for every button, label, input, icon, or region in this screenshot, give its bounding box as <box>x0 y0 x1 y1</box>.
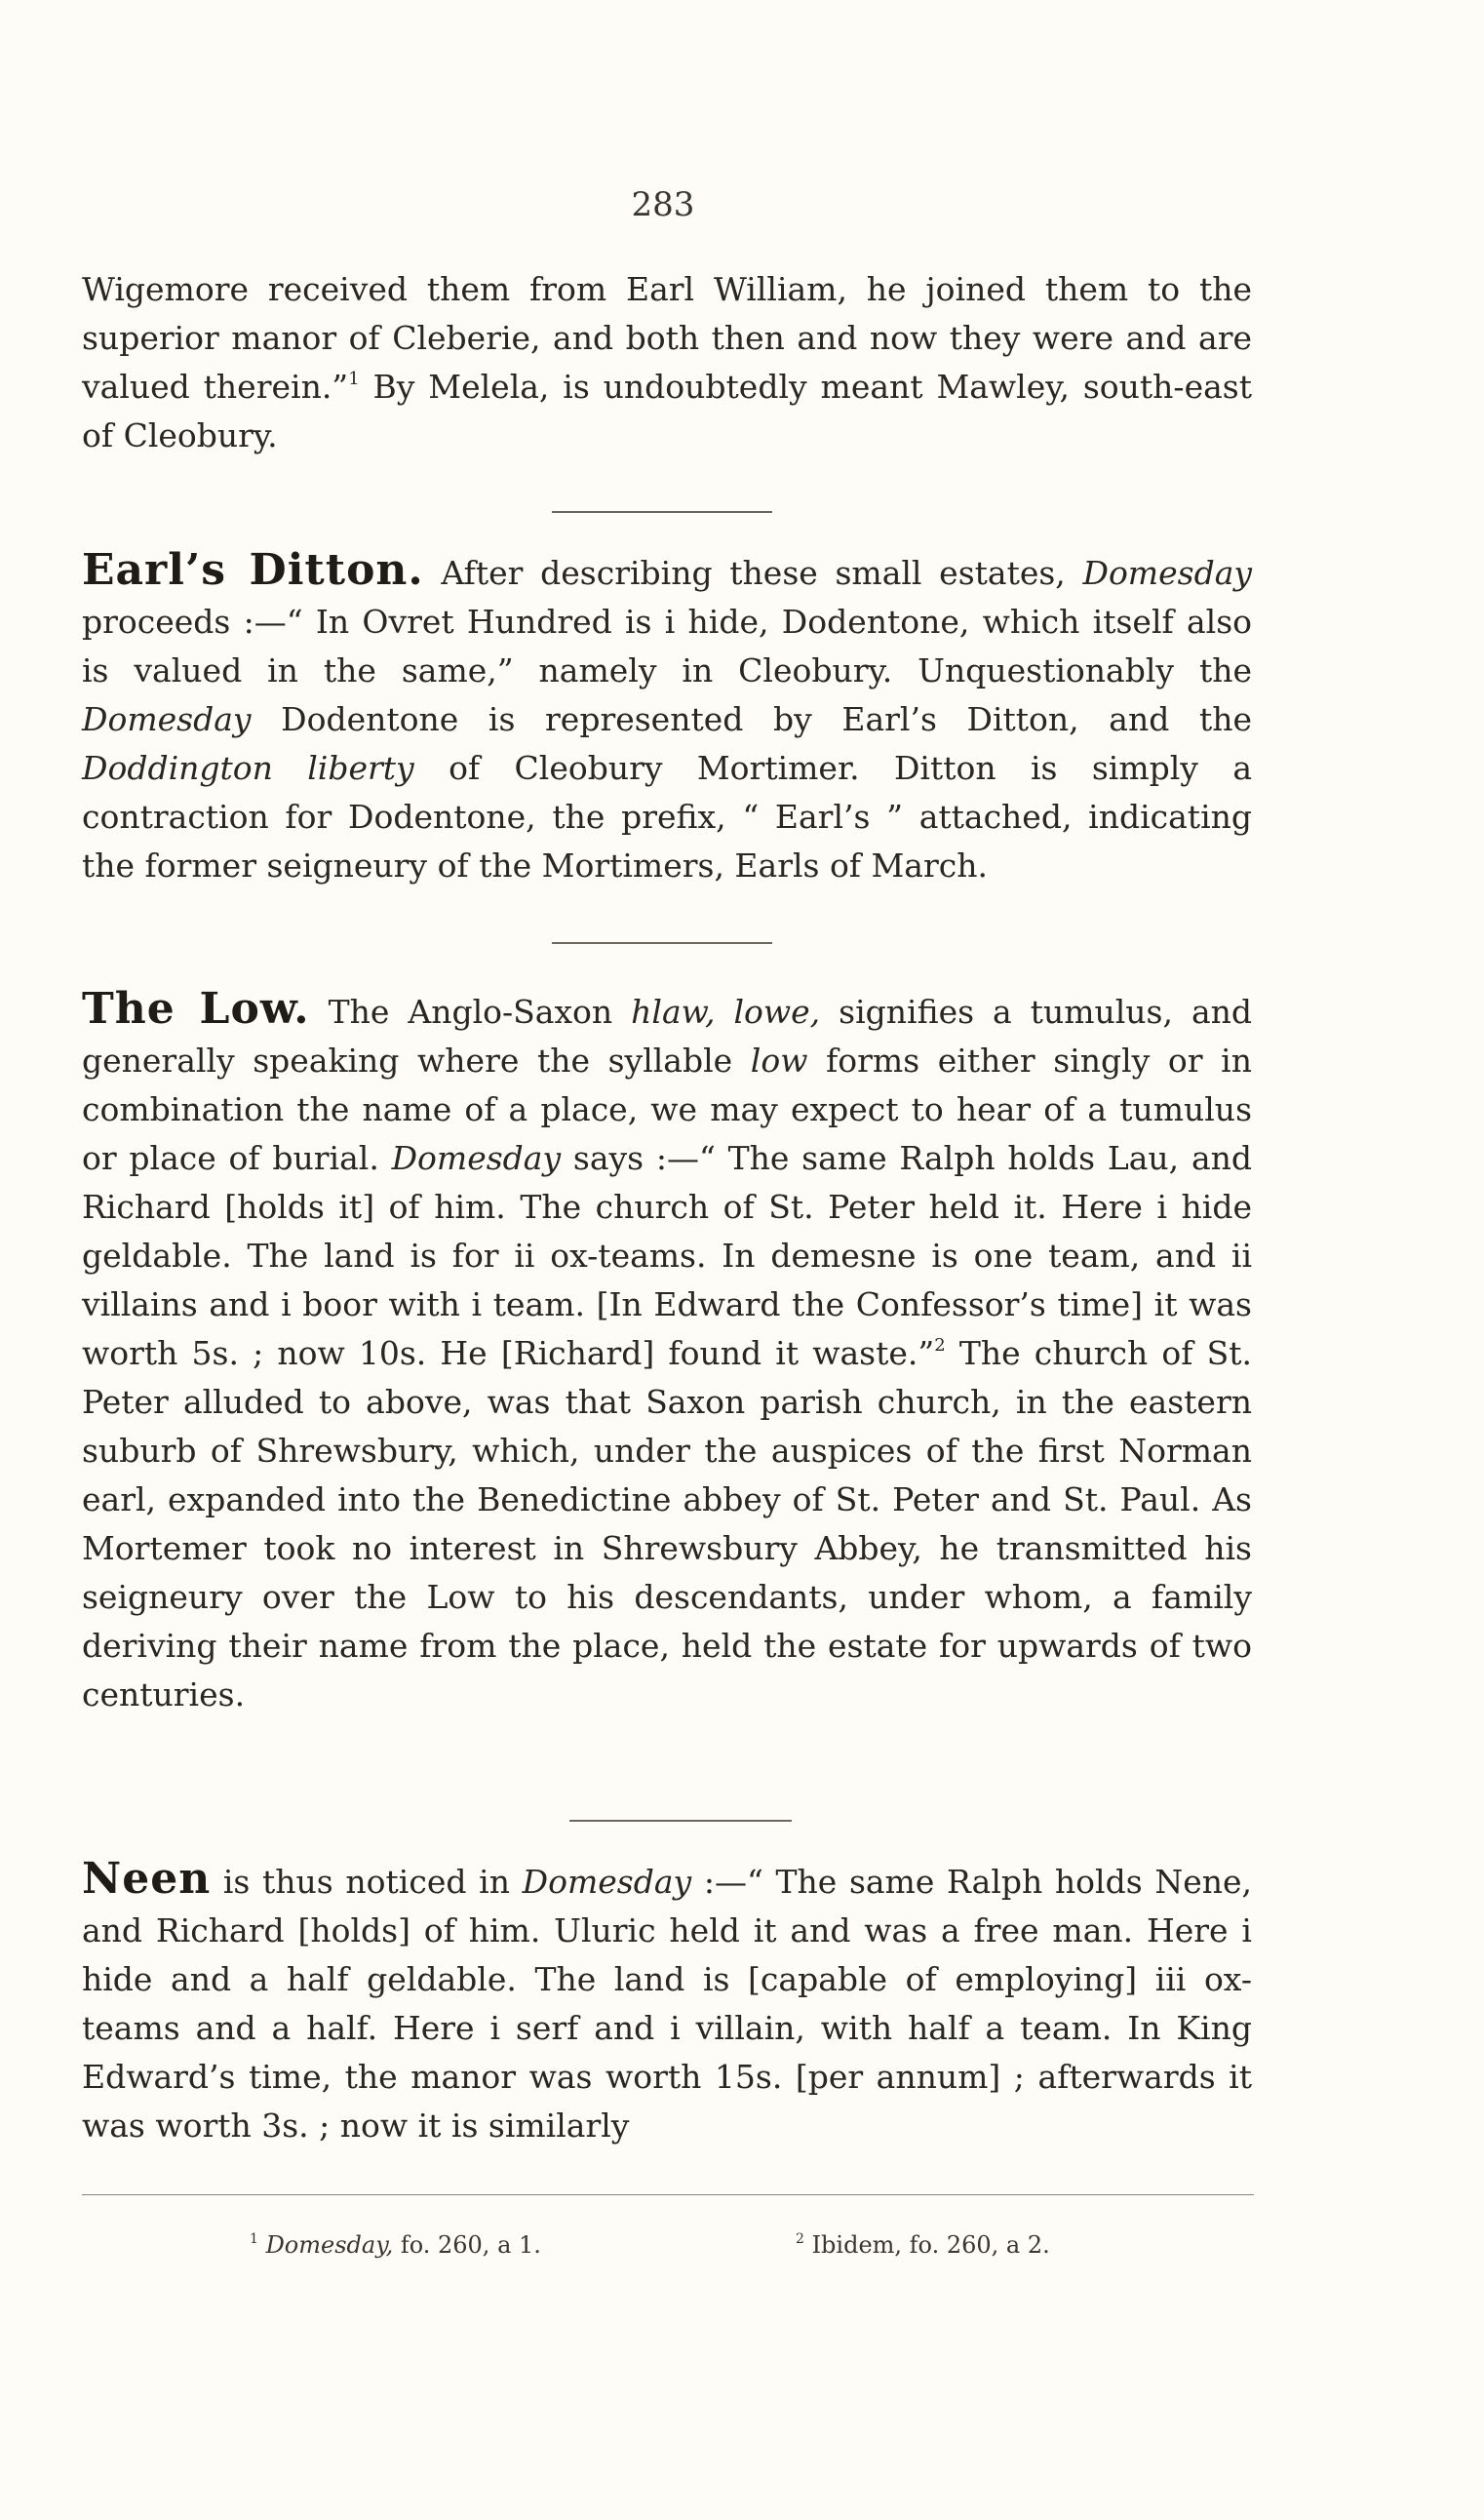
paragraph-text: forms either singly or in combination the name of a place, we may expect to hear of a tumulus or place of burial. <box>82 1042 1252 1177</box>
paragraph-text: is thus noticed in <box>211 1863 523 1901</box>
footnote-source: Ibidem, <box>811 2231 903 2259</box>
italic-text: Domesday <box>82 700 252 738</box>
section-heading-neen: Neen <box>82 1854 212 1904</box>
footnote-ref-2: 2 <box>934 1335 946 1356</box>
neen-paragraph <box>82 1855 1252 2150</box>
page-number: 283 <box>631 185 695 224</box>
footnote-1 <box>250 2231 541 2259</box>
paragraph-text: After describing these small estates, <box>423 554 1083 592</box>
italic-text: Domesday <box>391 1139 562 1177</box>
earls-ditton-paragraph <box>82 546 1252 890</box>
paragraph-text: The church of St. Peter alluded to above, was that Saxon parish church, in the eastern suburb of Shrewsbury, which, under the auspices of the first Norman earl, expanded into the Benedictine abbey of St. Peter and St. Paul. As Mortemer took no interest in Shrewsbury Abbey, he transmitted his seigneury over the Low to his descendants, under whom, a family deriving their name from the place, held the estate for upwards of two centuries. <box>82 1334 1252 1713</box>
section-heading-the-low: The Low. <box>82 984 310 1034</box>
section-divider <box>569 1820 792 1822</box>
footnote-divider <box>82 2194 1254 2195</box>
section-divider <box>552 511 772 513</box>
section-divider <box>552 942 772 944</box>
the-low-paragraph <box>82 985 1252 1719</box>
intro-text-continued: By Melela, is undoubtedly meant Mawley, south-east of Cleobury. <box>82 368 1252 454</box>
italic-text: hlaw, lowe, <box>631 993 821 1031</box>
intro-text: Wigemore received them from Earl William, he joined them to the superior manor of Cleberie, and both then and now they were and are valued therein.” <box>82 270 1252 406</box>
paragraph-text: :—“ The same Ralph holds Nene, and Richard [holds] of him. Uluric held it and was a free man. Here i hide and a half geldable. The land is [capable of employing] iii ox-teams and a half. Here i serf and i villain, with half a team. In King Edward’s time, the manor was worth 15s. [per annum] ; afterwards it was worth 3s. ; now it is similarly <box>82 1863 1252 2145</box>
paragraph-text: signifies a tumulus, and generally speaking where the syllable <box>82 993 1253 1080</box>
footnote-source: Domesday, <box>265 2231 394 2259</box>
footnote-ref-1: 1 <box>348 369 360 389</box>
paragraph-text: of Cleobury Mortimer. Ditton is simply a contraction for Dodentone, the prefix, “ Earl’s ” attached, indicating the former seigneury of the Mortimers, Earls of March. <box>82 749 1252 885</box>
footnote-number: 1 <box>250 2231 258 2247</box>
paragraph-text: Dodentone is represented by Earl’s Ditton, and the <box>251 700 1252 738</box>
italic-text: Domesday <box>522 1863 692 1901</box>
italic-text: Doddington liberty <box>82 749 414 787</box>
paragraph-text: proceeds :—“ In Ovret Hundred is i hide, Dodentone, which itself also is valued in the same,” namely in Cleobury. Unquestionably the <box>82 603 1252 689</box>
italic-text: Domesday <box>1082 554 1253 592</box>
section-heading-earls-ditton: Earl’s Ditton. <box>82 545 424 595</box>
footnote-location: fo. 260, a 2. <box>902 2231 1050 2259</box>
footnote-location: fo. 260, a 1. <box>393 2231 541 2259</box>
intro-paragraph <box>82 265 1252 460</box>
paragraph-text: says :—“ The same Ralph holds Lau, and Richard [holds it] of him. The church of St. Peter held it. Here i hide geldable. The land is for ii ox-teams. In demesne is one team, and ii villains and i boor with i team. [In Edward the Confessor’s time] it was worth 5s. ; now 10s. He [Richard] found it waste.” <box>82 1139 1252 1372</box>
footnote-2 <box>796 2231 1050 2259</box>
paragraph-text: The Anglo-Saxon <box>309 993 632 1031</box>
footnote-number: 2 <box>796 2231 804 2247</box>
italic-text: low <box>750 1042 808 1080</box>
